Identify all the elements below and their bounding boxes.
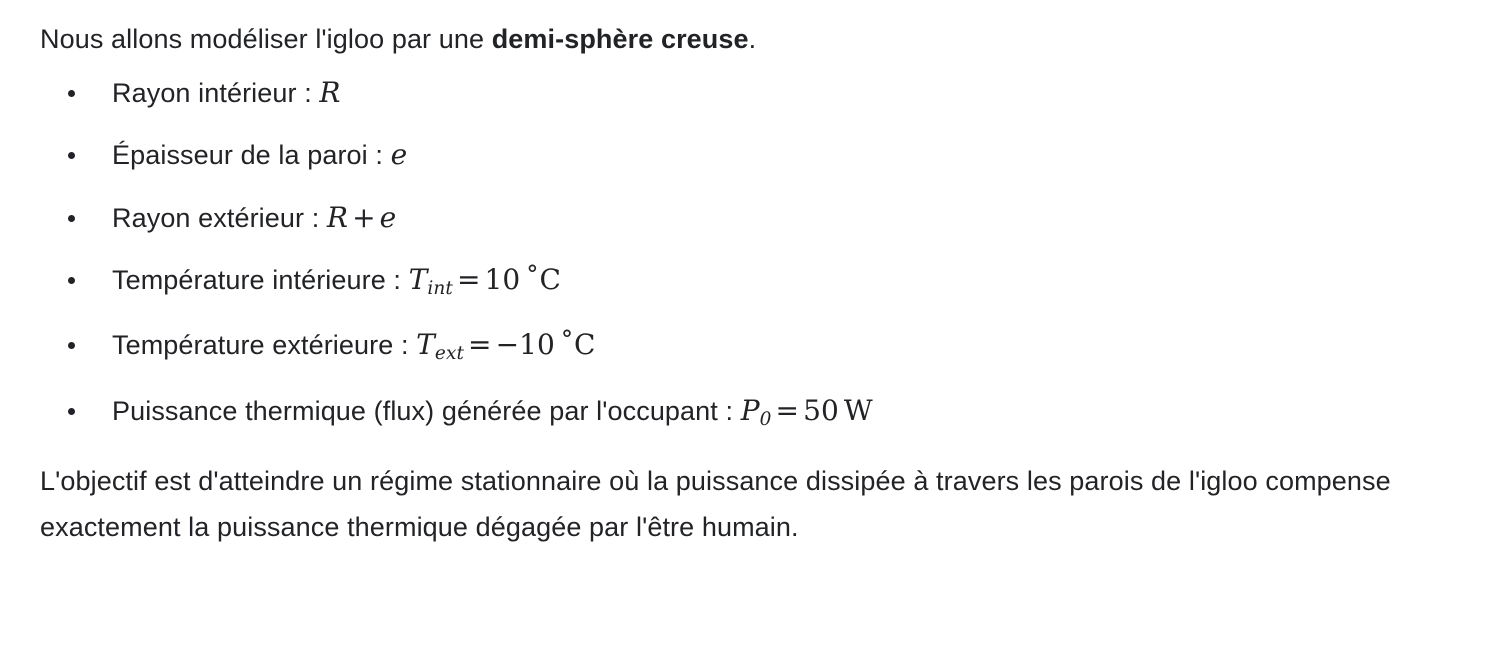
math-rayon-interieur: [319, 76, 340, 109]
bullet-label-epaisseur: Épaisseur de la paroi :: [112, 140, 391, 171]
bullet-label-rayon-interieur: Rayon intérieur :: [112, 78, 320, 109]
symbol-R: R: [326, 200, 349, 234]
list-item: [40, 393, 1452, 432]
math-temperature-exterieure: [416, 328, 596, 365]
symbol-e: e: [390, 138, 408, 172]
unit-degree-celsius: ˚C: [525, 263, 561, 297]
intro-bold-term: demi-sphère creuse: [491, 24, 749, 54]
bullet-label-temperature-exterieure: Température extérieure :: [112, 330, 417, 361]
math-rayon-exterieur: [327, 201, 396, 234]
math-puissance-thermique: [740, 393, 873, 430]
value-minus-10: −10: [495, 328, 555, 362]
symbol-equals: =: [456, 263, 481, 297]
intro-text-after: .: [748, 24, 757, 54]
symbol-equals: =: [468, 328, 492, 362]
symbol-T: T: [408, 263, 428, 297]
bullet-label-rayon-exterieur: Rayon extérieur :: [112, 202, 327, 233]
intro-text-before: Nous allons modéliser l'igloo par une: [40, 24, 492, 54]
symbol-R: R: [319, 76, 341, 110]
symbol-equals: =: [775, 393, 800, 427]
list-item: [40, 137, 1452, 173]
bullet-label-puissance-thermique: Puissance thermique (flux) générée par l'occupant :: [112, 395, 741, 426]
closing-paragraph: L'objectif est d'atteindre un régime stationnaire où la puissance dissipée à travers les parois de l'igloo compense exactement la puissance thermique dégagée par l'être humain.: [40, 465, 1391, 543]
math-epaisseur: [391, 138, 408, 171]
unit-watt: W: [843, 393, 873, 427]
symbol-plus: +: [352, 200, 376, 234]
symbol-e: e: [379, 200, 397, 234]
unit-degree-celsius: ˚C: [559, 328, 596, 362]
list-item: [40, 75, 1452, 111]
intro-paragraph: [40, 22, 1452, 57]
value-50: 50: [803, 393, 839, 427]
value-10: 10: [484, 263, 521, 297]
subscript-ext: ext: [434, 343, 464, 365]
symbol-T: T: [416, 328, 435, 362]
subscript-0: 0: [759, 408, 772, 430]
list-item: [40, 327, 1452, 366]
list-item: [40, 200, 1452, 236]
subscript-int: int: [427, 278, 453, 300]
parameter-list: [40, 75, 1452, 432]
symbol-P: P: [740, 393, 760, 427]
bullet-label-temperature-interieure: Température intérieure :: [112, 265, 409, 296]
math-temperature-interieure: [408, 263, 561, 300]
list-item: [40, 262, 1452, 301]
